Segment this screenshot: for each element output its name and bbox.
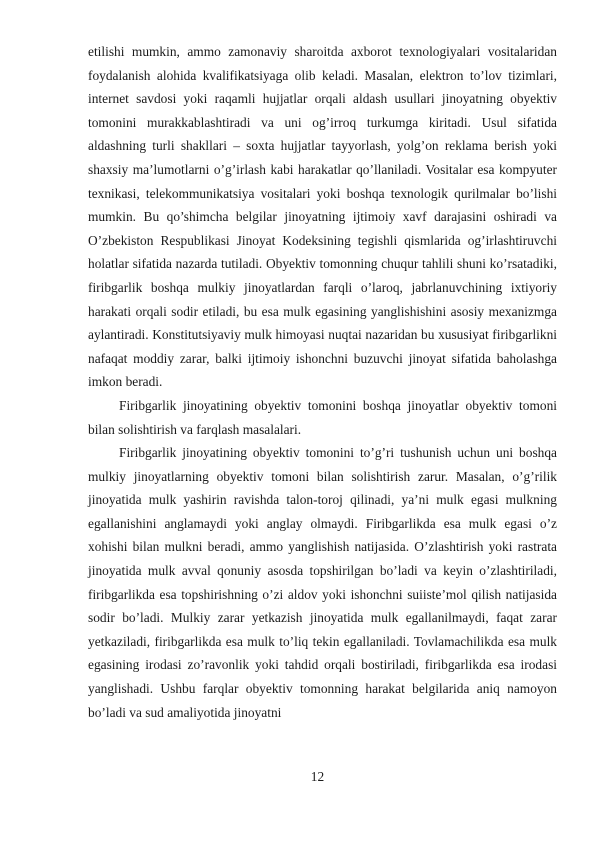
paragraph-section-heading: Firibgarlik jinoyatining obyektiv tomonini boshqa jinoyatlar obyektiv tomoni bilan solishtirish va farqlash masalalari. — [88, 397, 557, 437]
page-number: 12 — [310, 769, 325, 784]
paragraph-comparison: Firibgarlik jinoyatining obyektiv tomonini to’g’ri tushunish uchun uni boshqa mulkiy jinoyatlarning obyektiv tomoni bilan solishtirish zarur. Masalan, o’g’rilik jinoyatida mulk yashirin ravishda talon-toroj qilinadi, ya’ni mulk egasi mulkning egallanishini anglamaydi yoki anglay olmaydi. Firibgarlikda esa mulk egasi o’z xohishi bilan mulkni beradi, ammo yanglishish natijasida. O’zlashtirish yoki rastrata jinoyatida mulk avval qonuniy asosda topshirilgan bo’ladi va keyin o’zlashtiriladi, firibgarlikda esa topshirishning o’zi aldov yoki ishonchni suiiste’mol qilish natijasida sodir bo’ladi. Mulkiy zarar yetkazish jinoyatida mulk egallanilmaydi, faqat zarar yetkaziladi, firibgarlikda esa mulk to’liq tekin egallaniladi. Tovlamachilikda esa mulk egasining irodasi zo’ravonlik yoki tahdid orqali bostiriladi, firibgarlikda esa irodasi yanglishadi. Ushbu farqlar obyektiv tomonning harakat belgilarida aniq namoyon bo’ladi va sud amaliyotida jinoyatni — [88, 445, 557, 720]
paragraph-continuation: etilishi mumkin, ammo zamonaviy sharoitda axborot texnologiyalari vositalaridan foydalanish alohida kvalifikatsiyaga olib keladi. Masalan, elektron to’lov tizimlari, internet savdosi yoki raqamli hujjatlar orqali aldash usullari jinoyatning obyektiv tomonini murakkablashtiradi va uni og’irroq turkumga kiritadi. Usul sifatida aldashning turli shakllari – soxta hujjatlar tayyorlash, yolg’on reklama berish yoki shaxsiy ma’lumotlarni o’g’irlash kabi harakatlar qo’llaniladi. Vositalar esa kompyuter texnikasi, telekommunikatsiya vositalari yoki boshqa texnologik qurilmalar bo’lishi mumkin. Bu qo’shimcha belgilar jinoyatning ijtimoiy xavf darajasini oshiradi va O’zbekiston Respublikasi Jinoyat Kodeksining tegishli qismlarida og’irlashtiruvchi holatlar sifatida nazarda tutiladi. Obyektiv tomonning chuqur tahlili shuni ko’rsatadiki, firibgarlik boshqa mulkiy jinoyatlardan farqli o’laroq, jabrlanuvchining ixtiyoriy harakati orqali sodir etiladi, bu esa mulk egasining yanglishishini asosiy mexanizmga aylantiradi. Konstitutsiyaviy mulk himoyasi nuqtai nazaridan bu xususiyat firibgarlikni nafaqat moddiy zarar, balki ijtimoiy ishonchni buzuvchi jinoyat sifatida baholashga imkon beradi. — [88, 44, 557, 390]
body-text — [88, 40, 557, 724]
